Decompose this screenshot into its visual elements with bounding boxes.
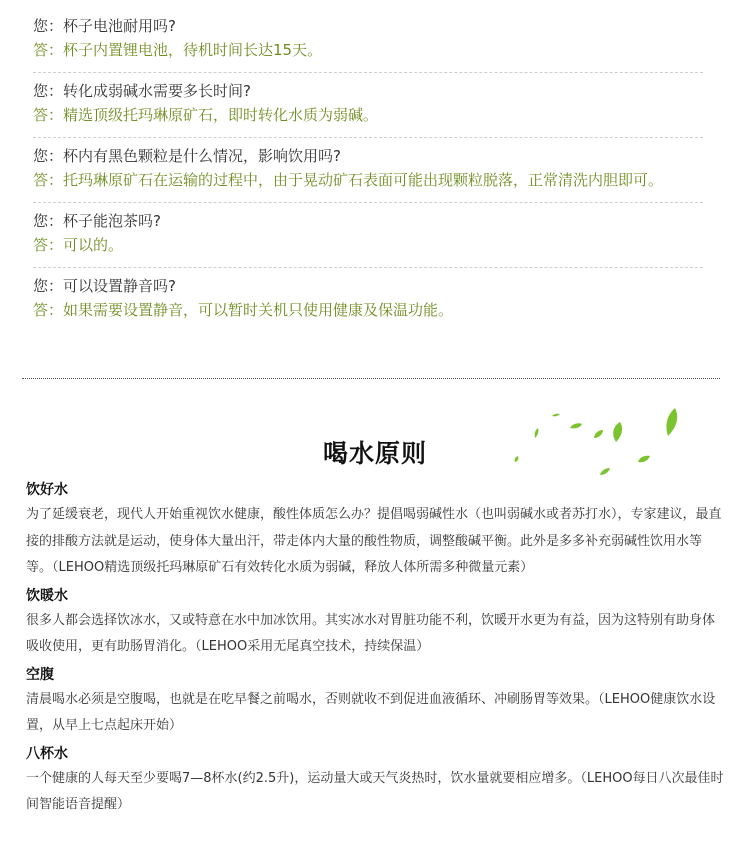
principle-item bbox=[26, 478, 726, 582]
principle-text: 清晨喝水必须是空腹喝，也就是在吃早餐之前喝水，否则就收不到促进血液循环、冲刷肠胃等效果。（LEHOO健康饮水设置，从早上七点起床开始） bbox=[26, 691, 716, 733]
faq-question: 您：转化成弱碱水需要多长时间? bbox=[33, 82, 251, 100]
faq-item bbox=[33, 8, 703, 73]
principle-title: 空腹 bbox=[26, 666, 54, 683]
faq-question: 您：杯子电池耐用吗? bbox=[33, 17, 176, 35]
faq-question: 您：可以设置静音吗? bbox=[33, 277, 176, 295]
faq-answer: 答：可以的。 bbox=[33, 236, 124, 254]
faq-list bbox=[33, 8, 703, 332]
principle-text: 很多人都会选择饮冰水，又或特意在水中加冰饮用。其实冰水对胃脏功能不利，饮暖开水更为有益，因为这特别有助身体吸收使用，更有助肠胃消化。（LEHOO采用无尾真空技术，持续保温） bbox=[26, 612, 716, 654]
principle-title: 饮好水 bbox=[26, 482, 68, 498]
faq-answer: 答：精选顶级托玛琳原矿石，即时转化水质为弱碱。 bbox=[33, 106, 379, 124]
section-divider bbox=[22, 378, 720, 379]
faq-item bbox=[33, 203, 703, 268]
principle-text: 一个健康的人每天至少要喝7—8杯水(约2.5升)，运动量大或天气炎热时，饮水量就要相应增多。（LEHOO每日八次最佳时间智能语音提醒） bbox=[26, 770, 724, 812]
section-title: 喝水原则 bbox=[322, 439, 427, 468]
principle-item bbox=[26, 584, 726, 661]
leaf-icon bbox=[510, 400, 690, 480]
faq-item bbox=[33, 73, 703, 138]
principles-list bbox=[26, 476, 726, 819]
faq-answer: 答：托玛琳原矿石在运输的过程中，由于晃动矿石表面可能出现颗粒脱落，正常清洗内胆即可。 bbox=[33, 171, 664, 189]
faq-answer: 答：如果需要设置静音，可以暂时关机只使用健康及保温功能。 bbox=[33, 301, 454, 319]
principle-title: 八杯水 bbox=[26, 745, 68, 762]
faq-answer: 答：杯子内置锂电池，待机时间长达15天。 bbox=[33, 41, 323, 59]
faq-question: 您：杯子能泡茶吗? bbox=[33, 212, 161, 230]
faq-item bbox=[33, 268, 703, 332]
principle-text: 为了延缓衰老，现代人开始重视饮水健康，酸性体质怎么办？提倡喝弱碱性水（也叫弱碱水或者苏打水），专家建议，最直接的排酸方法就是运动，使身体大量出汗，带走体内大量的酸性物质，调整酸碱平衡。此外是多多补充弱碱性饮用水等等。（LEHOO精选顶级托玛琳原矿石有效转化水质为弱碱，释放人体所需多种微量元素） bbox=[26, 507, 722, 575]
principle-item bbox=[26, 742, 726, 819]
faq-question: 您：杯内有黑色颗粒是什么情况，影响饮用吗? bbox=[33, 147, 341, 165]
principle-item bbox=[26, 663, 726, 740]
faq-item bbox=[33, 138, 703, 203]
principle-title: 饮暖水 bbox=[26, 587, 68, 604]
